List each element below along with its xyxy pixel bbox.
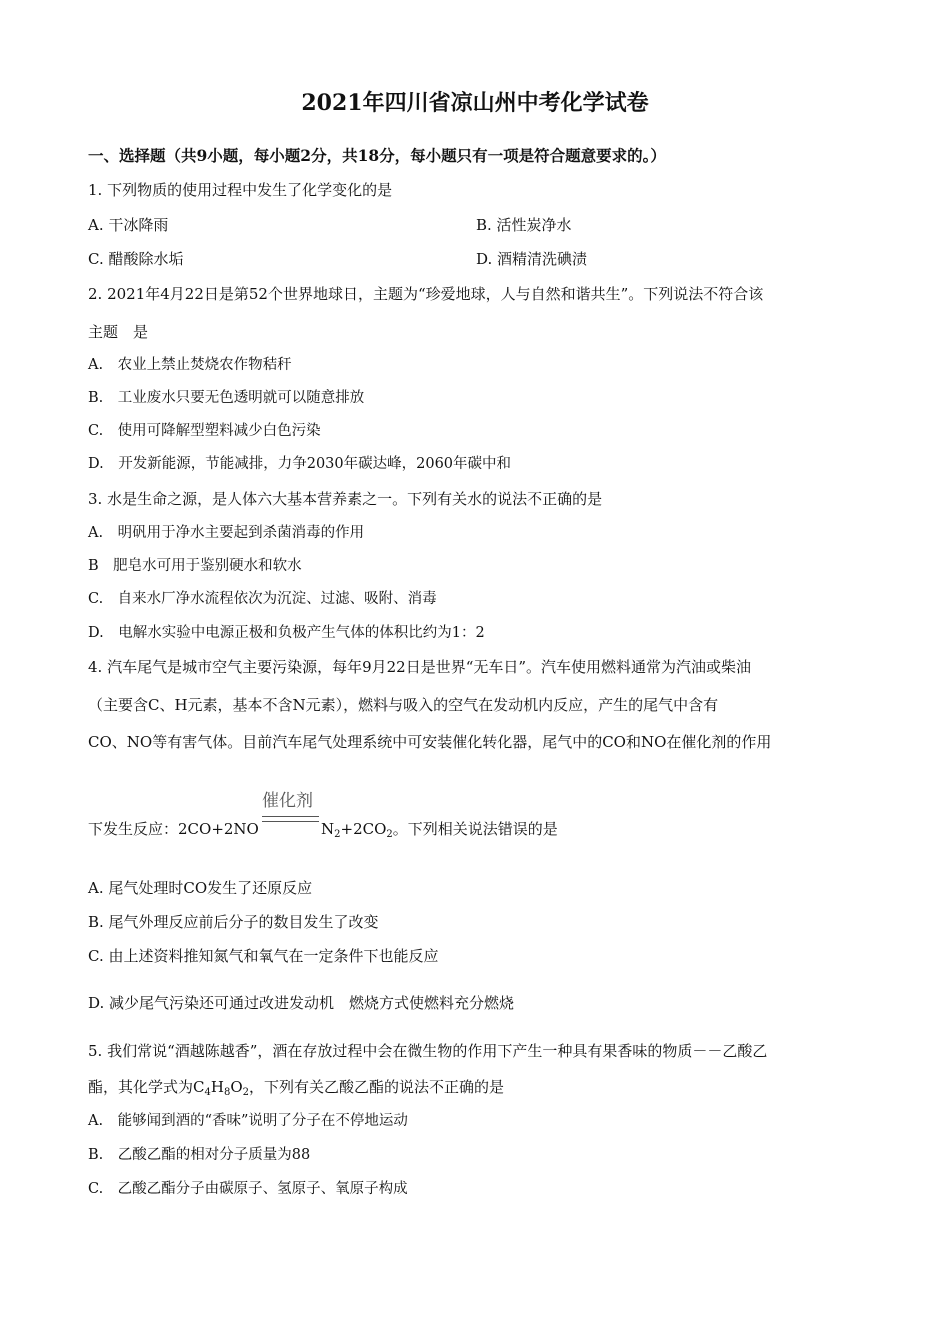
question-1-option-c: C. 醋酸除水垢 bbox=[88, 250, 184, 268]
question-2-option-c: C. 使用可降解型塑料减少白色污染 bbox=[88, 423, 321, 439]
question-4-stem-line2: （主要含C、H元素，基本不含N元素），燃料与吸入的空气在发动机内反应，产生的尾气中含有 bbox=[88, 696, 719, 714]
product-nitrogen-subscript: 2 bbox=[334, 829, 341, 840]
catalyst-label: 催化剂 bbox=[262, 791, 313, 811]
question-2-option-a: A. 农业上禁止焚烧农作物秸秆 bbox=[88, 357, 292, 373]
reaction-equation-prefix: 下发生反应：2CO+2NO bbox=[88, 820, 259, 838]
page-title: 2021年四川省凉山州中考化学试卷 bbox=[301, 90, 649, 116]
formula-oxygen-subscript: 2 bbox=[242, 1087, 250, 1098]
reaction-equation-products bbox=[321, 819, 558, 845]
question-4-option-b: B. 尾气外理反应前后分子的数目发生了改变 bbox=[88, 913, 379, 931]
question-4-option-c: C. 由上述资料推知氮气和氧气在一定条件下也能反应 bbox=[88, 947, 439, 965]
formula-oxygen: O bbox=[230, 1078, 243, 1096]
question-5-option-c: C. 乙酸乙酯分子由碳原子、氢原子、氧原子构成 bbox=[88, 1181, 408, 1197]
formula-hydrogen-subscript: 8 bbox=[223, 1087, 231, 1098]
question-1-stem: 1. 下列物质的使用过程中发生了化学变化的是 bbox=[88, 181, 393, 199]
question-4-option-a: A. 尾气处理时CO发生了还原反应 bbox=[88, 879, 313, 897]
formula-prefix: 酯，其化学式为C bbox=[88, 1078, 205, 1096]
question-4-stem-line1: 4. 汽车尾气是城市空气主要污染源，每年9月22日是世界“无车日”。汽车使用燃料通常为汽油或柴油 bbox=[88, 658, 752, 676]
question-2-option-b: B. 工业废水只要无色透明就可以随意排放 bbox=[88, 390, 365, 406]
question-5-stem-line1: 5. 我们常说“酒越陈越香”，酒在存放过程中会在微生物的作用下产生一种具有果香味的物质－－乙酸乙 bbox=[88, 1042, 768, 1060]
question-3-option-b: B 肥皂水可用于鉴别硬水和软水 bbox=[88, 558, 302, 574]
product-carbon-dioxide: +2CO bbox=[340, 820, 387, 838]
question-3-option-c: C. 自来水厂净水流程依次为沉淀、过滤、吸附、消毒 bbox=[88, 591, 437, 607]
question-5-option-b: B. 乙酸乙酯的相对分子质量为88 bbox=[88, 1147, 311, 1163]
question-3-stem: 3. 水是生命之源，是人体六大基本营养素之一。下列有关水的说法不正确的是 bbox=[88, 490, 603, 508]
question-2-stem-line1: 2. 2021年4月22日是第52个世界地球日，主题为“珍爱地球，人与自然和谐共生”。下列说法不符合该 bbox=[88, 285, 764, 303]
question-1-option-d: D. 酒精清洗碘渍 bbox=[476, 250, 588, 268]
question-2-stem-line2: 主题 是 bbox=[88, 323, 149, 341]
question-1-option-b: B. 活性炭净水 bbox=[476, 216, 572, 234]
formula-carbon-subscript: 4 bbox=[204, 1087, 211, 1098]
reaction-equals-sign bbox=[262, 816, 319, 822]
question-2-option-d: D. 开发新能源，节能减排，力争2030年碳达峰，2060年碳中和 bbox=[88, 456, 512, 472]
product-carbon-dioxide-subscript: 2 bbox=[386, 829, 393, 840]
question-5-stem-line2 bbox=[88, 1077, 504, 1103]
question-1-option-a: A. 干冰降雨 bbox=[88, 216, 169, 234]
product-nitrogen: N bbox=[321, 820, 335, 838]
question-5-stem-line2-suffix: ，下列有关乙酸乙酯的说法不正确的是 bbox=[249, 1078, 505, 1096]
question-3-option-a: A. 明矾用于净水主要起到杀菌消毒的作用 bbox=[88, 525, 365, 541]
question-4-stem-line3: CO、NO等有害气体。目前汽车尾气处理系统中可安装催化转化器，尾气中的CO和NO在催化剂的作用 bbox=[88, 733, 772, 751]
question-5-option-a: A. 能够闻到酒的“香味”说明了分子在不停地运动 bbox=[88, 1113, 408, 1129]
formula-hydrogen: H bbox=[210, 1078, 224, 1096]
section-heading: 一、选择题（共9小题，每小题2分，共18分，每小题只有一项是符合题意要求的。） bbox=[88, 146, 666, 165]
reaction-equation-suffix: 。下列相关说法错误的是 bbox=[392, 820, 558, 838]
question-3-option-d: D. 电解水实验中电源正极和负极产生气体的体积比约为1：2 bbox=[88, 625, 485, 641]
question-4-option-d: D. 减少尾气污染还可通过改进发动机 燃烧方式使燃料充分燃烧 bbox=[88, 994, 515, 1012]
